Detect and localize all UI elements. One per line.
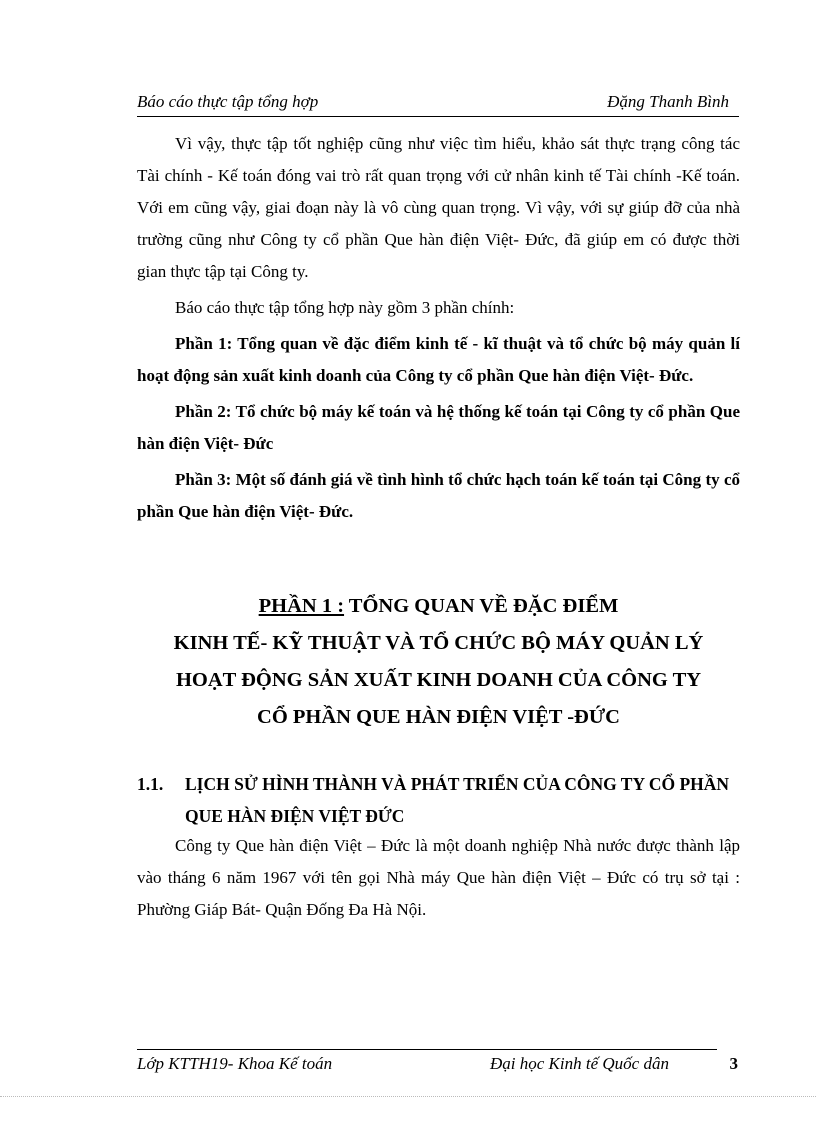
header-report-title: Báo cáo thực tập tổng hợp: [137, 92, 319, 111]
section-body: [137, 830, 740, 926]
summary-paragraph: Báo cáo thực tập tổng hợp này gồm 3 phần chính:: [175, 298, 515, 317]
part-2-item: Phần 2: Tổ chức bộ máy kế toán và hệ thống kế toán tại Công ty cổ phần Que hàn điện Việt- Đức: [137, 402, 740, 453]
section-paragraph: Công ty Que hàn điện Việt – Đức là một doanh nghiệp Nhà nước được thành lập vào tháng 6 năm 1967 với tên gọi Nhà máy Que hàn điện Việt – Đức có trụ sở tại : Phường Giáp Bát- Quận Đống Đa Hà Nội.: [137, 836, 740, 919]
page-number: 3: [729, 1054, 738, 1073]
page-header: [137, 92, 739, 117]
chapter-title-line-1: [137, 588, 740, 625]
chapter-label: PHẦN 1 :: [258, 595, 345, 617]
chapter-title: [137, 588, 740, 736]
chapter-title-text-1: TỔNG QUAN VỀ ĐẶC ĐIỂM: [344, 595, 619, 617]
part-1-item: Phần 1: Tổng quan về đặc điểm kinh tế - kĩ thuật và tổ chức bộ máy quản lí hoạt động sản xuất kinh doanh của Công ty cổ phần Que hàn điện Việt- Đức.: [137, 334, 740, 385]
section-title: LỊCH SỬ HÌNH THÀNH VÀ PHÁT TRIỂN CỦA CÔNG TY CỔ PHẦN QUE HÀN ĐIỆN VIỆT ĐỨC: [185, 774, 730, 826]
footer-class: Lớp KTTH19- Khoa Kế toán: [137, 1054, 333, 1073]
part-3-item: Phần 3: Một số đánh giá về tình hình tổ chức hạch toán kế toán tại Công ty cổ phần Que hàn điện Việt- Đức.: [137, 470, 740, 521]
footer-university: Đại học Kinh tế Quốc dân: [490, 1054, 669, 1073]
chapter-title-line-3: HOẠT ĐỘNG SẢN XUẤT KINH DOANH CỦA CÔNG TY: [175, 669, 702, 691]
intro-section: [137, 128, 740, 528]
footer-divider: [137, 1049, 717, 1050]
chapter-title-line-2: KINH TẾ- KỸ THUẬT VÀ TỔ CHỨC BỘ MÁY QUẢN LÝ: [173, 632, 704, 654]
section-number: 1.1.: [137, 774, 164, 794]
header-author: Đặng Thanh Bình: [607, 92, 729, 111]
page-break-line: [0, 1096, 816, 1097]
intro-paragraph: Vì vậy, thực tập tốt nghiệp cũng như việc tìm hiểu, khảo sát thực trạng công tác Tài chính - Kế toán đóng vai trò rất quan trọng với cử nhân kinh tế Tài chính -Kế toán. Với em cũng vậy, giai đoạn này là vô cùng quan trọng. Vì vậy, với sự giúp đỡ của nhà trường cũng như Công ty cổ phần Que hàn điện Việt- Đức, đã giúp em có được thời gian thực tập tại Công ty.: [137, 134, 740, 281]
chapter-title-line-4: CỔ PHẦN QUE HÀN ĐIỆN VIỆT -ĐỨC: [257, 706, 620, 728]
